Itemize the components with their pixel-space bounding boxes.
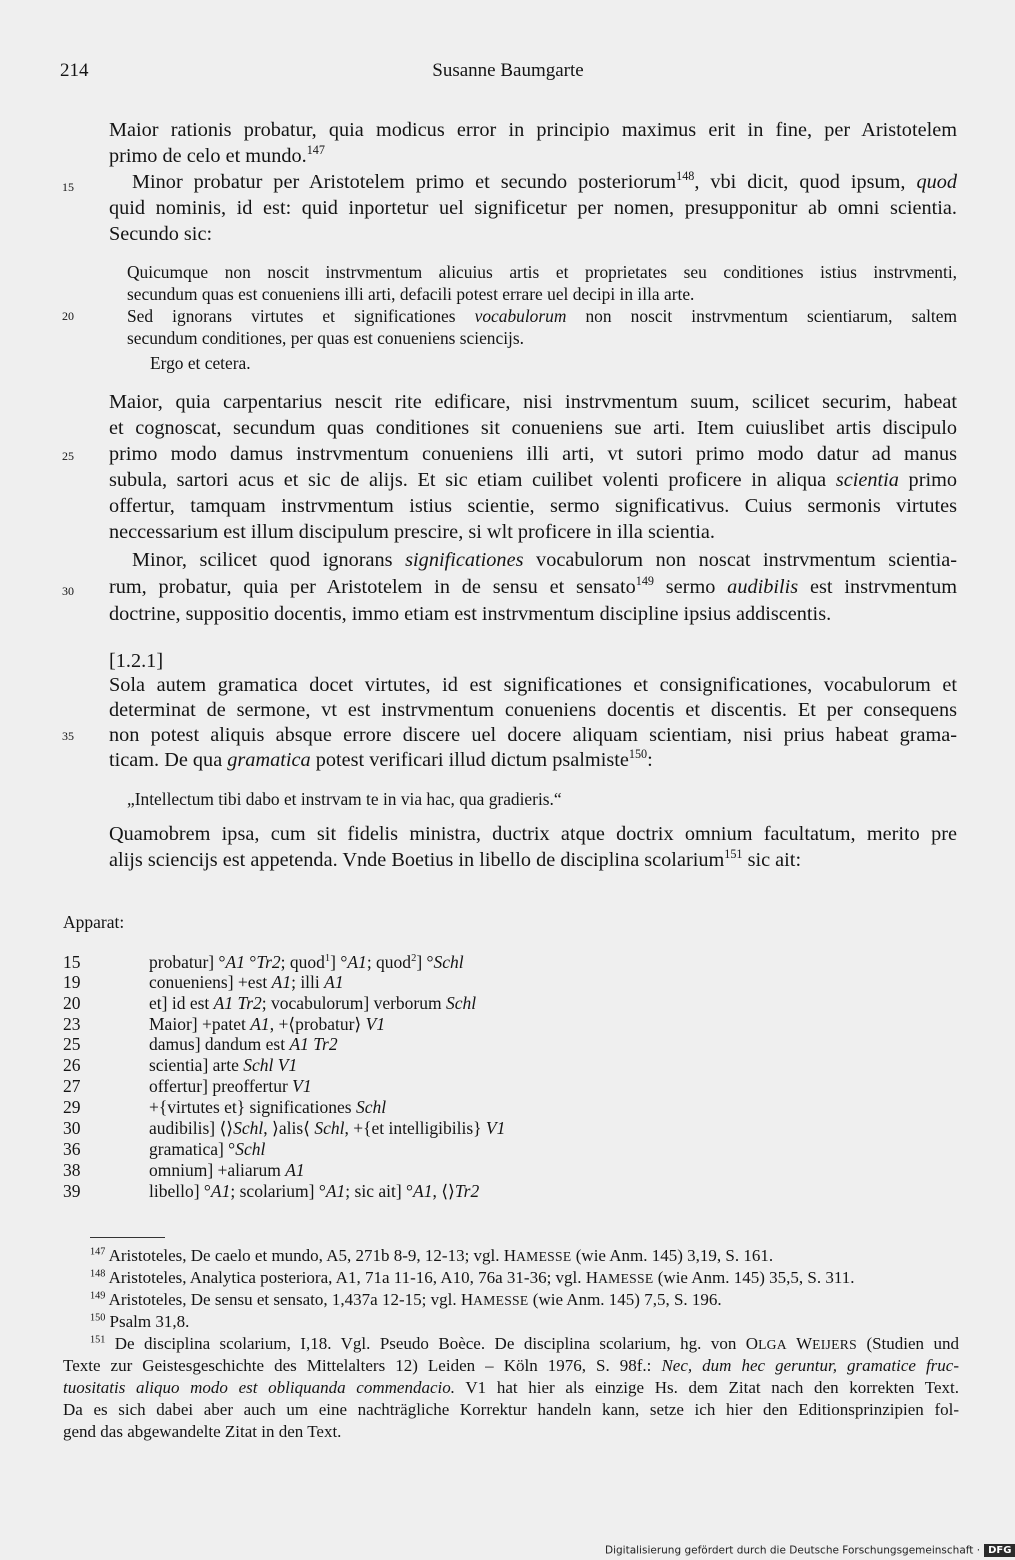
footnote-ref[interactable]: 148: [676, 169, 695, 184]
quote-line: secundum quas est conueniens illi arti, defacili potest errare uel decipi in illa arte.: [127, 284, 695, 304]
running-title: Susanne Baumgarte: [432, 60, 584, 81]
text-line: doctrine, suppositio docentis, immo etiam est instrvmentum discipline ipsius addiscentis.: [109, 603, 832, 625]
quote-line: Sed ignorans virtutes et significationes vocabulorum non noscit instrvmentum scientiarum, saltem: [127, 306, 957, 326]
text-line: determinat de sermone, vt est instrvmentum conueniens docentis et discentis. Et per consequens: [109, 699, 957, 721]
footnote-line: gend das abgewandelte Zitat in den Text.: [63, 1422, 342, 1441]
text-line: subula, sartori acus et sic de alijs. Et sic etiam cuilibet volenti proficere in aliqua scientia primo: [109, 469, 958, 491]
line-number: 30: [62, 584, 74, 598]
apparatus-title: Apparat:: [63, 912, 125, 932]
quote-line: Quicumque non noscit instrvmentum alicuius artis et proprietates seu conditiones istius instrvmenti,: [127, 262, 957, 282]
footnote-ref[interactable]: 150: [628, 747, 648, 762]
text-line: Maior rationis probatur, quia modicus error in principio maximus erit in fine, per Aristotelem: [109, 119, 957, 141]
text-line: Secundo sic:: [109, 223, 213, 245]
text-line: Sola autem gramatica docet virtutes, id est significationes et consignificationes, vocabulorum et: [109, 674, 957, 696]
page-number: 214: [60, 60, 89, 81]
footnote-ref[interactable]: 147: [306, 143, 325, 158]
text-line: primo modo damus instrvmentum conueniens illi arti, vt sutori primo modo datur ad manus: [109, 443, 957, 465]
line-number: 25: [62, 449, 74, 463]
line-number: 35: [62, 729, 74, 743]
footnote: $^{147}$ Aristoteles, De caelo et mundo, A5, 271b 8-9, 12-13; vgl. HAMESSE (wie Anm. 145) 3,19, S. 161.: [90, 1246, 774, 1265]
text-line: offertur, tamquam instrvmentum istius scientie, sermo significativus. Cuius sermonis virtutes: [109, 495, 957, 517]
text-line: Minor probatur per Aristotelem primo et secundo posteriorum$^{148}$, vbi dicit, quod ipsum, quod: [132, 169, 958, 193]
text-line: primo de celo et mundo.$^{147}$: [109, 143, 325, 167]
text-line: non potest aliquis absque errore discere uel docere aliquam scientiam, nisi prius habeat grama-: [109, 724, 957, 746]
footnote: $^{149}$ Aristoteles, De sensu et sensato, 1,437a 12-15; vgl. HAMESSE (wie Anm. 145) 7,5, S. 196.: [90, 1290, 722, 1309]
text-line: rum, probatur, quia per Aristotelem in de sensu et sensato$^{149}$ sermo audibilis est instrvmentum: [109, 574, 957, 598]
footnote-line: Da es sich dabei aber auch um eine nachträgliche Korrektur handeln kann, setze ich hier den Editionsprinzipien fol-: [63, 1400, 959, 1419]
footnote-line: Texte zur Geistesgeschichte des Mittelalters 12) Leiden – Köln 1976, S. 98f.: Nec, dum hec geruntur, gramatice fruc-: [63, 1356, 960, 1375]
text-line: quid nominis, id est: quid inportetur uel significetur per nomen, presupponitur ab omni scientia.: [109, 197, 957, 219]
text-line: et cognoscat, secundum quas conditiones sit conueniens sue arti. Item cuiuslibet artis discipulo: [109, 417, 957, 439]
text-line: Quamobrem ipsa, cum sit fidelis ministra, ductrix atque doctrix omnium facultatum, merito pre: [109, 823, 957, 845]
text-line: Maior, quia carpentarius nescit rite edificare, nisi instrvmentum suum, scilicet securim, habeat: [109, 391, 957, 413]
text-line: Minor, scilicet quod ignorans significationes vocabulorum non noscat instrvmentum scientia-: [132, 549, 957, 571]
footnote-divider: [90, 1237, 165, 1238]
text-line: neccessarium est illum discipulum prescire, si wlt proficere in illa scientia.: [109, 521, 716, 543]
footnote: $^{151}$ De disciplina scolarium, I,18. Vgl. Pseudo Boèce. De disciplina scolarium, hg. von OLGA WEIJERS (Studien und: [90, 1334, 959, 1353]
line-number: 20: [62, 309, 74, 323]
text-line: ticam. De qua gramatica potest verificari illud dictum psalmiste$^{150}$:: [109, 747, 653, 771]
footnote: $^{150}$ Psalm 31,8.: [90, 1312, 190, 1331]
footnote: $^{148}$ Aristoteles, Analytica posteriora, A1, 71a 11-16, A10, 76a 31-36; vgl. HAMESSE (wie Anm. 145) 35,5, S. 311.: [90, 1268, 855, 1287]
quote-line: secundum conditiones, per quas est conueniens sciencijs.: [127, 328, 524, 348]
page-header: [60, 60, 956, 90]
dfg-logo: DFG: [984, 1544, 1015, 1557]
section-label: [1.2.1]: [109, 650, 164, 672]
book-page: 214 Susanne Baumgarte 15 20 25 30 35 Maior rationis probatur, quia modicus error in principio maximus erit in fine, per Aristotelem primo de celo et mundo.$^{147}$ Minor probatur per Aristotelem primo et secundo posteriorum$^{148}$, vbi dicit, quod ipsum, quod quid nominis, id est: quid inportetur uel significetur per nomen, presupponitur ab omni scientia. Secundo sic: Quicumque non noscit instrvmentum alicuius artis et proprietates seu conditiones istius instrvmenti, secundum quas est conueniens illi arti, defacili potest errare uel decipi in illa arte. Sed ignorans virtutes et significationes vocabulorum non noscit instrvmentum scientiarum, saltem secundum conditiones, per quas est conueniens sciencijs. Ergo et cetera. Maior, quia carpentarius nescit rite edificare, nisi instrvmentum suum, scilicet securim, habeat et cognoscat, secundum quas conditiones sit conueniens sue arti. Item cuiuslibet artis discipulo primo modo damus instrvmentum conueniens illi arti, vt sutori primo modo datur ad manus subula, sartori acus et sic de alijs. Et sic etiam cuilibet volenti proficere in aliqua scientia primo offertur, tamquam instrvmentum istius scientie, sermo significativus. Cuius sermonis virtutes neccessarium est illum discipulum prescire, si wlt proficere in illa scientia. Minor, scilicet quod ignorans significationes vocabulorum non noscat instrvmentum scientia- rum, probatur, quia per Aristotelem in de sensu et sensato$^{149}$ sermo audibilis est instrvmentum doctrine, suppositio docentis, immo etiam est instrvmentum discipline ipsius addiscentis. [1.2.1] Sola autem gramatica docet virtutes, id est significationes et consignificationes, vocabulorum et determinat de sermone, vt est instrvmentum conueniens docentis et discentis. Et per consequens non potest aliquis absque errore discere uel docere aliquam scientiam, nisi prius habeat grama- ticam. De qua gramatica potest verificari illud dictum psalmiste$^{150}$: „Intellectum tibi dabo et instrvam te in via hac, qua gradieris.“ Quamobrem ipsa, cum sit fidelis ministra, ductrix atque doctrix omnium facultatum, merito pre alijs sciencijs est appetenda. Vnde Boetius in libello de disciplina scolarium$^{151}$ sic ait: Apparat: 15 probatur] °A1 °Tr2; quod$^1$] °A1; quod$^2$] °Schl 19 conueniens] +est A1; illi A1 20 et] id est A1 Tr2; vocabulorum] verborum Schl 23 Maior] +patet A1, +⟨probatur⟩ V1 25 damus] dandum est A1 Tr2 26 scientia] arte Schl V1 27 offertur] preoffertur V1 29 +{virtutes et} significationes Schl 30 audibilis] ⟨⟩Schl, ⟩alis⟨ Schl, +{et intelligibilis} V1 36 gramatica] °Schl 38 omnium] +aliarum A1 39 libello] °A1; scolarium] °A1; sic ait] °A1, ⟨⟩Tr2 $^{147}$ Aristoteles, De caelo et mundo, A5, 271b 8-9, 12-13; vgl. HAMESSE (wie Anm. 145) 3,19, S. 161. $^{148}$ Aristoteles, Analytica posteriora, A1, 71a 11-16, A10, 76a 31-36; vgl. HAMESSE (wie Anm. 145) 35,5, S. 311. $^{149}$ Aristoteles, De sensu et sensato, 1,437a 12-15; vgl. HAMESSE (wie Anm. 145) 7,5, S. 196. $^{150}$ Psalm 31,8. $^{151}$ De disciplina scolarium, I,18. Vgl. Pseudo Boèce. De disciplina scolarium, hg. von OLGA WEIJERS (Studien und Texte zur Geistesgeschichte des Mittelalters 12) Leiden – Köln 1976, S. 98f.: Nec, dum hec geruntur, gramatice fruc- tuositatis aliquo modo est obliquanda commendacio. V1 hat hier als einzige Hs. dem Zitat nach den korrekten Text. Da es sich dabei aber auch um eine nachträgliche Korrektur handeln kann, setze ich hier den Editionsprinzipien fol- gend das abgewandelte Zitat in den Text. Digitalisierung gefördert durch die Deutsche Forschungsgemeinschaft · DFG: [0, 0, 1000, 1560]
footnote-line: tuositatis aliquo modo est obliquanda commendacio. V1 hat hier als einzige Hs. dem Zitat nach den korrekten Text.: [63, 1378, 959, 1397]
footnote-ref[interactable]: 151: [724, 847, 743, 862]
footnote-ref[interactable]: 149: [635, 574, 654, 589]
quote-line: Ergo et cetera.: [150, 353, 251, 373]
line-number: 15: [62, 180, 74, 194]
psalm-quote: „Intellectum tibi dabo et instrvam te in via hac, qua gradieris.“: [127, 789, 562, 809]
text-line: alijs sciencijs est appetenda. Vnde Boetius in libello de disciplina scolarium$^{151}$ sic ait:: [109, 847, 802, 871]
dfg-funding-note: Digitalisierung gefördert durch die Deutsche Forschungsgemeinschaft · DFG: [605, 1544, 1015, 1557]
